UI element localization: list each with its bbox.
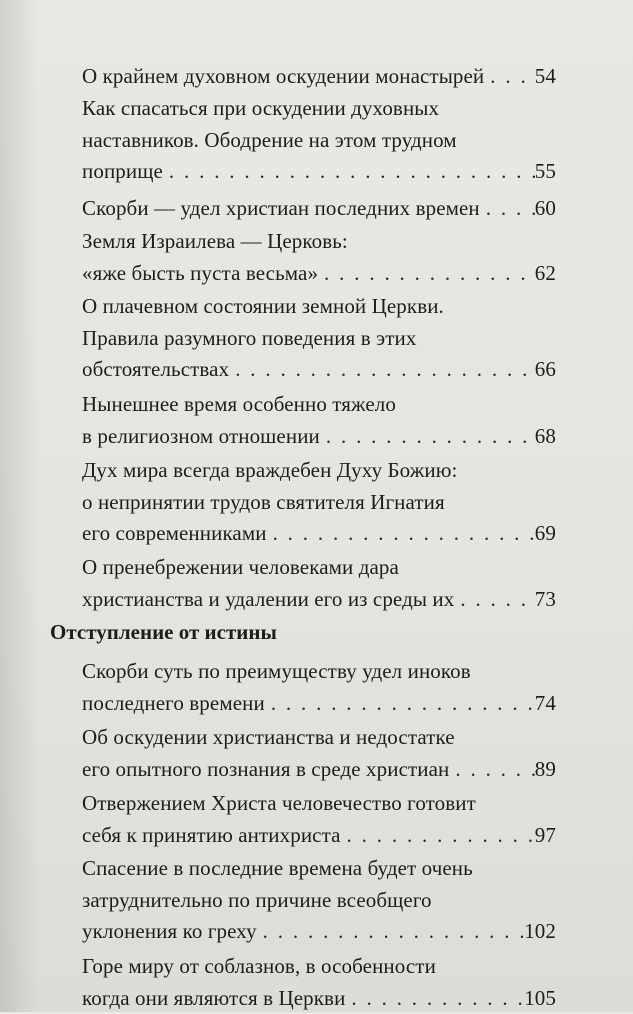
toc-entry-last-line xyxy=(82,421,556,453)
toc-entry xyxy=(82,389,556,452)
toc-entry xyxy=(82,722,556,785)
toc-entry xyxy=(82,193,556,225)
leader-dots xyxy=(265,688,535,720)
leader-dots xyxy=(341,820,535,852)
toc-entry-text: Нынешнее время особенно тяжело xyxy=(82,389,556,421)
toc-entry-last-line xyxy=(82,354,556,386)
toc-entry-last-line xyxy=(82,156,556,188)
toc-entry-text: О пренебрежении человеками дара xyxy=(82,552,556,584)
toc-entry xyxy=(82,291,556,386)
toc-entry-text: Дух мира всегда враждебен Духу Божию: xyxy=(82,455,556,487)
toc-page-number: 60 xyxy=(535,193,556,225)
toc-entry-text: Земля Израилева — Церковь: xyxy=(82,226,556,258)
toc-page-number: 74 xyxy=(535,688,556,720)
toc-entry-last-line xyxy=(82,916,556,948)
leader-dots xyxy=(318,258,535,290)
leader-dots xyxy=(163,156,535,188)
toc-entry xyxy=(82,455,556,550)
leader-dots xyxy=(449,754,534,786)
toc-entry-text: Правила разумного поведения в этих xyxy=(82,323,556,355)
leader-dots xyxy=(267,518,535,550)
toc-entry-text: Скорби — удел христиан последних времен xyxy=(82,193,480,225)
leader-dots xyxy=(480,193,535,225)
toc-page-number: 62 xyxy=(535,258,556,290)
toc-entry-text: Об оскудении христианства и недостатке xyxy=(82,722,556,754)
toc-entry-text: последнего времени xyxy=(82,688,265,720)
toc-page-number: 73 xyxy=(535,584,556,616)
toc-entry-last-line xyxy=(82,258,556,290)
toc-entry-text: в религиозном отношении xyxy=(82,421,320,453)
leader-dots xyxy=(484,61,535,93)
toc-entry-last-line xyxy=(82,584,556,616)
leader-dots xyxy=(320,421,535,453)
leader-dots xyxy=(345,983,524,1014)
toc-page-number: 66 xyxy=(535,354,556,386)
toc-entry-text: уклонения ко греху xyxy=(82,916,257,948)
toc-entry-last-line xyxy=(82,193,556,225)
section-title: Отступление от истины xyxy=(50,617,277,649)
toc-entry-text: Спасение в последние времена будет очень xyxy=(82,853,556,885)
toc-entry-text: Горе миру от соблазнов, в особенности xyxy=(82,951,556,983)
toc-entry-text: наставников. Ободрение на этом трудном xyxy=(82,125,556,157)
toc-entry-text: Отвержением Христа человечество готовит xyxy=(82,788,556,820)
leader-dots xyxy=(229,354,535,386)
toc-entry xyxy=(82,951,556,1014)
toc-entry-text: христианства и удалении его из среды их xyxy=(82,584,454,616)
toc-page-number: 89 xyxy=(535,754,556,786)
toc-entry-last-line xyxy=(82,61,556,93)
toc-entry-text: себя к принятию антихриста xyxy=(82,820,341,852)
toc-entry xyxy=(82,788,556,851)
toc-entry-text: поприще xyxy=(82,156,163,188)
toc-entry-text: когда они являются в Церкви xyxy=(82,983,345,1014)
toc-entry xyxy=(82,656,556,719)
toc-page-number: 54 xyxy=(535,61,556,93)
toc-page-number: 105 xyxy=(524,983,556,1014)
toc-page-number: 68 xyxy=(535,421,556,453)
toc-entry-last-line xyxy=(82,983,556,1014)
toc-entry-text: затруднительно по причине всеобщего xyxy=(82,885,556,917)
toc-entry xyxy=(82,853,556,948)
toc-entry xyxy=(82,226,556,289)
toc-entry-text: О плачевном состоянии земной Церкви. xyxy=(82,291,556,323)
toc-page-number: 97 xyxy=(535,820,556,852)
toc-entry-last-line xyxy=(82,688,556,720)
leader-dots xyxy=(454,584,534,616)
toc-entry-text: о непринятии трудов святителя Игнатия xyxy=(82,487,556,519)
toc-entry-last-line xyxy=(82,754,556,786)
toc-entry-text: Скорби суть по преимуществу удел иноков xyxy=(82,656,556,688)
toc-entry xyxy=(82,552,556,615)
toc-entry-text: «яже бысть пуста весьма» xyxy=(82,258,318,290)
toc-page-number: 102 xyxy=(524,916,556,948)
toc-entry xyxy=(82,93,556,188)
toc-entry-text: Как спасаться при оскудении духовных xyxy=(82,93,556,125)
page-gutter-shadow xyxy=(0,0,40,1012)
toc-entry-text: обстоятельствах xyxy=(82,354,229,386)
toc-page-number: 69 xyxy=(535,518,556,550)
toc-entry-text: его современниками xyxy=(82,518,267,550)
toc-entry-text: О крайнем духовном оскудении монастырей xyxy=(82,61,484,93)
toc-entry-text: его опытного познания в среде христиан xyxy=(82,754,449,786)
toc-entry-last-line xyxy=(82,518,556,550)
toc-page-number: 55 xyxy=(535,156,556,188)
toc-entry xyxy=(82,61,556,93)
toc-entry-last-line xyxy=(82,820,556,852)
leader-dots xyxy=(257,916,525,948)
